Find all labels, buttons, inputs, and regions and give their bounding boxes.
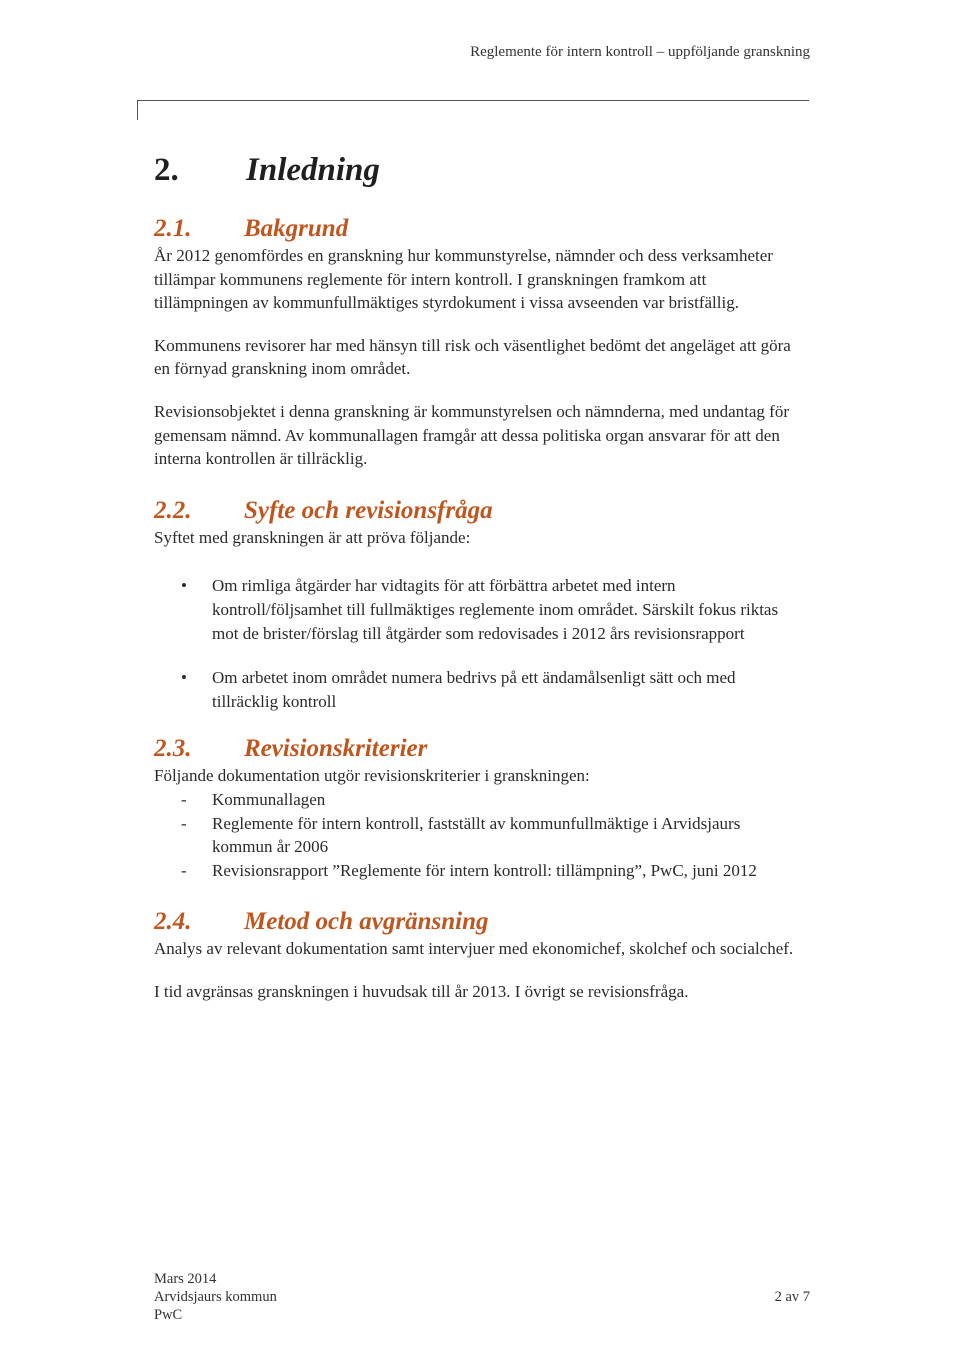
paragraph: Kommunens revisorer har med hänsyn till risk och väsentlighet bedömt det angeläget att göra en förnyad granskning inom området. [154, 335, 791, 379]
header-rule [137, 100, 809, 101]
list-item-text: Kommunallagen [212, 789, 326, 809]
section-title: Metod och avgränsning [244, 908, 489, 936]
dash-list [154, 788, 794, 882]
chapter-number: 2. [154, 152, 179, 188]
dash-icon: - [181, 789, 187, 809]
header-rule-corner [137, 100, 138, 120]
footer-client: Arvidsjaurs kommun [154, 1289, 277, 1305]
dash-icon: - [181, 813, 187, 833]
list-item [154, 574, 794, 645]
running-header: Reglemente för intern kontroll – uppföljande granskning [470, 44, 810, 60]
bullet-list [154, 574, 794, 713]
footer-firm: PwC [154, 1307, 183, 1323]
section-intro: Syftet med granskningen är att pröva följande: [154, 527, 471, 547]
section-title: Syfte och revisionsfråga [244, 496, 493, 524]
section-heading-bakgrund [154, 214, 794, 244]
section-heading-revisionskriterier [154, 734, 794, 764]
paragraph: Analys av relevant dokumentation samt intervjuer med ekonomichef, skolchef och socialchef. [154, 939, 794, 959]
chapter-title: Inledning [246, 152, 380, 188]
list-item-text: Om arbetet inom området numera bedrivs på ett ändamålsenligt sätt och med tillräcklig kontroll [212, 668, 736, 711]
page-number: 2 av 7 [774, 1289, 810, 1305]
paragraph: I tid avgränsas granskningen i huvudsak till år 2013. I övrigt se revisionsfråga. [154, 981, 689, 1001]
bullet-icon: • [181, 668, 187, 688]
list-item [154, 812, 794, 859]
section-number: 2.2. [154, 496, 192, 524]
dash-icon: - [181, 860, 187, 880]
section-title: Revisionskriterier [244, 735, 428, 763]
section-heading-syfte [154, 496, 794, 526]
list-item-text: Revisionsrapport ”Reglemente för intern kontroll: tillämpning”, PwC, juni 2012 [212, 860, 757, 880]
section-heading-metod [154, 907, 794, 937]
list-item [154, 666, 794, 713]
list-item-text: Reglemente för intern kontroll, fastställt av kommunfullmäktige i Arvidsjaurs kommun år 2006 [212, 813, 741, 857]
list-item [154, 788, 794, 812]
list-item [154, 859, 794, 883]
section-number: 2.3. [154, 735, 192, 763]
page-footer [154, 1270, 810, 1324]
page-body [154, 150, 794, 1003]
section-intro: Följande dokumentation utgör revisionskriterier i granskningen: [154, 766, 590, 786]
paragraph: År 2012 genomfördes en granskning hur kommunstyrelse, nämnder och dess verksamheter tillämpar kommunens reglemente för intern kontroll. I granskningen framkom att tillämpningen av kommunfullmäktiges styrdokument i vissa avseenden var bristfällig. [154, 246, 773, 313]
chapter-heading [154, 150, 794, 190]
footer-date: Mars 2014 [154, 1271, 217, 1287]
section-number: 2.4. [154, 908, 192, 936]
bullet-icon: • [181, 576, 187, 596]
list-item-text: Om rimliga åtgärder har vidtagits för att förbättra arbetet med intern kontroll/följsamhet till fullmäktiges reglemente inom området. Särskilt fokus riktas mot de brister/förslag till åtgärder som redovisades i 2012 års revisionsrapport [212, 576, 779, 643]
section-title: Bakgrund [244, 215, 349, 242]
paragraph: Revisionsobjektet i denna granskning är kommunstyrelsen och nämnderna, med undantag för gemensam nämnd. Av kommunallagen framgår att dessa politiska organ ansvarar för att den interna kontrollen är tillräcklig. [154, 401, 789, 469]
section-number: 2.1. [154, 215, 192, 242]
